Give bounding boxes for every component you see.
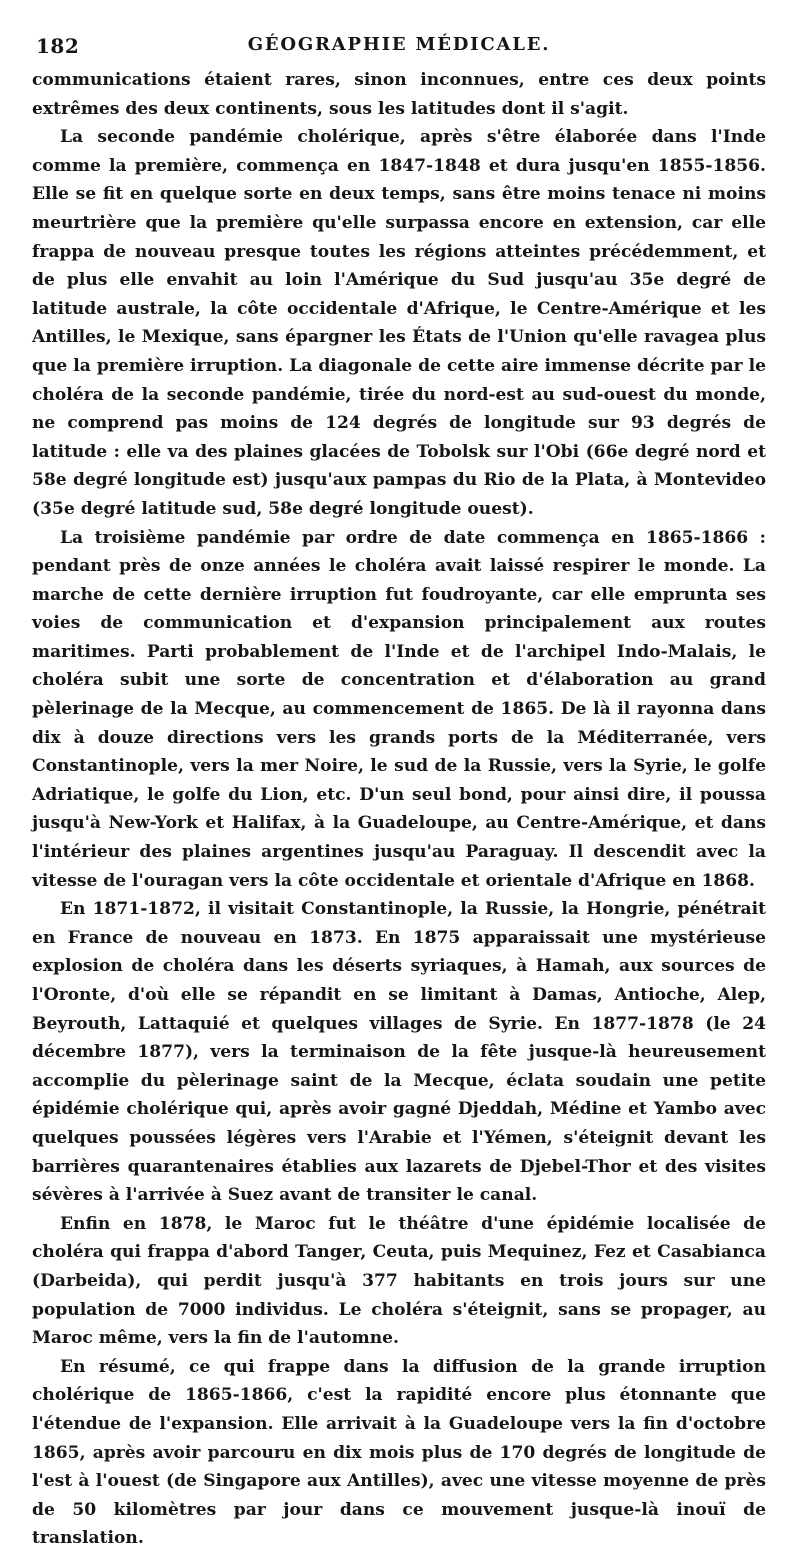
running-title: GÉOGRAPHIE MÉDICALE. <box>247 34 551 55</box>
page-number: 182 <box>36 34 80 58</box>
paragraph-second-pandemic: La seconde pandémie cholérique, après s'être élaborée dans l'Inde comme la première, commença en 1847-1848 et dura jusqu'en 1855-1856. Elle se fit en quelque sorte en deux temps, sans être moins tenace ni moins meurtrière que la première qu'elle surpassa encore en extension, car elle frappa de nouveau presque toutes les régions atteintes précédemment, et de plus elle envahit au loin l'Amérique du Sud jusqu'au 35e degré de latitude australe, la côte occidentale d'Afrique, le Centre-Amérique et les Antilles, le Mexique, sans épargner les États de l'Union qu'elle ravagea plus que la première irruption. La diagonale de cette aire immense décrite par le choléra de la seconde pandémie, tirée du nord-est au sud-ouest du monde, ne comprend pas moins de 124 degrés de longitude sur 93 degrés de latitude : elle va des plaines glacées de Tobolsk sur l'Obi (66e degré nord et 58e degré longitude est) jusqu'aux pampas du Rio de la Plata, à Montevideo (35e degré latitude sud, 58e degré longitude ouest). <box>32 127 766 519</box>
paragraph-third-pandemic: La troisième pandémie par ordre de date commença en 1865-1866 : pendant près de onze années le choléra avait laissé respirer le monde. La marche de cette dernière irruption fut foudroyante, car elle emprunta ses voies de communication et d'expansion principalement aux routes maritimes. Parti probablement de l'Inde et de l'archipel Indo-Malais, le choléra subit une sorte de concentration et d'élaboration au grand pèlerinage de la Mecque, au commencement de 1865. De là il rayonna dans dix à douze directions vers les grands ports de la Méditerranée, vers Constantinople, vers la mer Noire, le sud de la Russie, vers la Syrie, le golfe Adriatique, le golfe du Lion, etc. D'un seul bond, pour ainsi dire, il poussa jusqu'à New-York et Halifax, à la Guadeloupe, au Centre-Amérique, et dans l'intérieur des plaines argentines jusqu'au Paraguay. Il descendit avec la vitesse de l'ouragan vers la côte occidentale et orientale d'Afrique en 1868. <box>32 527 766 891</box>
paragraph-1871-1878: En 1871-1872, il visitait Constantinople, la Russie, la Hongrie, pénétrait en France de nouveau en 1873. En 1875 apparaissait une mystérieuse explosion de choléra dans les déserts syriaques, à Hamah, aux sources de l'Oronte, d'où elle se répandit en se limitant à Damas, Antioche, Alep, Beyrouth, Lattaquié et quelques villages de Syrie. En 1877-1878 (le 24 décembre 1877), vers la terminaison de la fête jusque-là heureusement accomplie du pèlerinage saint de la Mecque, éclata soudain une petite épidémie cholérique qui, après avoir gagné Djeddah, Médine et Yambo avec quelques poussées légères vers l'Arabie et l'Yémen, s'éteignit devant les barrières quarantenaires établies aux lazarets de Djebel-Thor et des visites sévères à l'arrivée à Suez avant de transiter le canal. <box>32 899 766 1206</box>
paragraph-continuation: communications étaient rares, sinon inconnues, entre ces deux points extrêmes des deux continents, sous les latitudes dont il s'agit. <box>32 70 766 119</box>
body-text <box>32 66 766 1553</box>
paragraph-morocco-1878: Enfin en 1878, le Maroc fut le théâtre d'une épidémie localisée de choléra qui frappa d'abord Tanger, Ceuta, puis Mequinez, Fez et Casabianca (Darbeida), qui perdit jusqu'à 377 habitants en trois jours sur une population de 7000 individus. Le choléra s'éteignit, sans se propager, au Maroc même, vers la fin de l'automne. <box>32 1213 766 1349</box>
paragraph-summary: En résumé, ce qui frappe dans la diffusion de la grande irruption cholérique de 1865-1866, c'est la rapidité encore plus étonnante que l'étendue de l'expansion. Elle arrivait à la Guadeloupe vers la fin d'octobre 1865, après avoir parcouru en dix mois plus de 170 degrés de longitude de l'est à l'ouest (de Singapore aux Antilles), avec une vitesse moyenne de près de 50 kilomètres par jour dans ce mouvement jusque-là inouï de translation. <box>32 1356 766 1549</box>
running-head <box>32 28 766 62</box>
